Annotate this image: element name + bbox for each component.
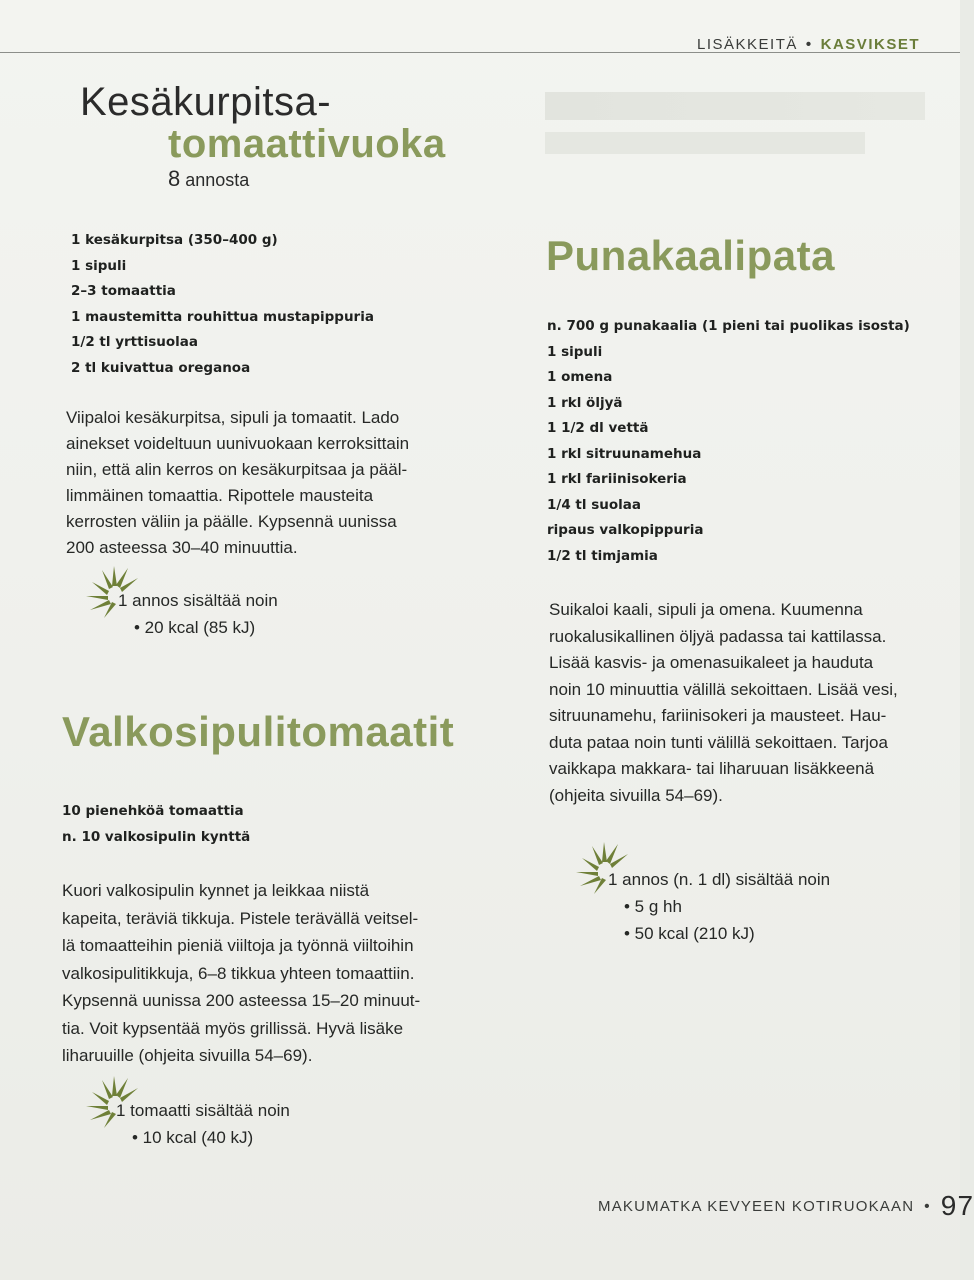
ingredient-item: 2–3 tomaattia — [71, 283, 176, 299]
nutrition-intro: 1 tomaatti sisältää noin — [116, 1101, 290, 1120]
ingredient-item: 1/2 tl timjamia — [547, 547, 658, 564]
recipe1-ingredient-list — [71, 228, 374, 381]
recipe1-servings — [168, 166, 249, 192]
bleed-through-ghost — [545, 132, 865, 154]
footer-separator: • — [924, 1198, 931, 1215]
chapter-label: LISÄKKEITÄ — [697, 36, 798, 53]
instruction-line: Viipaloi kesäkurpitsa, sipuli ja tomaatit. Lado — [66, 408, 400, 427]
nutrition-intro: 1 annos (n. 1 dl) sisältää noin — [608, 870, 831, 889]
ingredient-item: 1 rkl sitruunamehua — [547, 445, 702, 462]
ingredient-item: n. 700 g punakaalia (1 pieni tai puolikas isosta) — [547, 318, 910, 334]
ingredient-item: 1 sipuli — [547, 343, 603, 360]
recipe1-title-line2: tomaattivuoka — [168, 122, 446, 166]
header-separator: • — [805, 36, 813, 53]
ingredient-item: 1 rkl öljyä — [547, 394, 623, 411]
instruction-line: vaikkapa makkara- tai liharuuan lisäkkeenä — [549, 759, 875, 778]
instruction-line: duta pataa noin tunti välillä sekoittaen. Tarjoa — [549, 732, 888, 752]
recipe2-ingredient-list — [62, 799, 250, 850]
recipe2-nutrition — [116, 1097, 290, 1151]
instruction-line: Suikaloi kaali, sipuli ja omena. Kuumenna — [549, 600, 863, 619]
recipe1-title-line1: Kesäkurpitsa- — [80, 80, 332, 124]
instruction-line: Kuori valkosipulin kynnet ja leikkaa niistä — [62, 881, 370, 900]
ingredient-item: 1 kesäkurpitsa (350–400 g) — [71, 232, 278, 248]
page-number: 97 — [940, 1190, 974, 1221]
ingredient-item: n. 10 valkosipulin kynttä — [62, 828, 251, 845]
ingredient-item: 1/2 tl yrttisuolaa — [71, 334, 198, 350]
instruction-line: liharuuille (ohjeita sivuilla 54–69). — [62, 1046, 313, 1065]
instruction-line: sitruunamehu, fariinisokeri ja mausteet. Hau- — [549, 706, 887, 725]
recipe3-instructions — [549, 597, 898, 809]
ingredient-item: ripaus valkopippuria — [547, 522, 704, 538]
running-head — [697, 36, 920, 53]
nutrition-item: • 5 g hh — [624, 897, 682, 916]
instruction-line: lä tomaatteihin pieniä viiltoja ja työnnä viiltoihin — [62, 936, 414, 955]
recipe2-title: Valkosipulitomaatit — [62, 708, 455, 755]
instruction-line: limmäinen tomaattia. Ripottele mausteita — [66, 486, 374, 505]
ingredient-item: 1/4 tl suolaa — [547, 496, 641, 513]
instruction-line: Kypsennä uunissa 200 asteessa 15–20 minuut- — [62, 991, 421, 1010]
bleed-through-ghost — [545, 92, 925, 120]
ingredient-item: 2 tl kuivattua oreganoa — [71, 359, 251, 376]
nutrition-item: • 20 kcal (85 kJ) — [134, 618, 256, 637]
instruction-line: ruokalusikallinen öljyä padassa tai kattilassa. — [549, 626, 887, 646]
page-footer — [598, 1186, 974, 1221]
nutrition-intro: 1 annos sisältää noin — [118, 591, 278, 610]
nutrition-item: • 10 kcal (40 kJ) — [132, 1128, 254, 1147]
instruction-line: Lisää kasvis- ja omenasuikaleet ja hauduta — [549, 653, 874, 672]
recipe3-nutrition — [608, 866, 830, 947]
book-title: MAKUMATKA KEVYEEN KOTIRUOKAAN — [598, 1198, 915, 1215]
instruction-line: niin, että alin kerros on kesäkurpitsaa ja pääl- — [66, 460, 408, 479]
instruction-line: noin 10 minuuttia välillä sekoittaen. Lisää vesi, — [549, 679, 898, 699]
recipe3-ingredient-list — [547, 314, 910, 569]
recipe3-title: Punakaalipata — [546, 232, 835, 279]
instruction-line: ainekset voideltuun uunivuokaan kerroksittain — [66, 434, 410, 453]
instruction-line: (ohjeita sivuilla 54–69). — [549, 785, 723, 805]
servings-label: annosta — [185, 170, 250, 190]
recipe1-nutrition — [118, 587, 278, 641]
servings-number: 8 — [168, 166, 181, 191]
section-label: KASVIKSET — [820, 36, 920, 53]
instruction-line: 200 asteessa 30–40 minuuttia. — [66, 538, 298, 557]
instruction-line: valkosipulitikkuja, 6–8 tikkua yhteen tomaattiin. — [62, 963, 415, 983]
ingredient-item: 1 sipuli — [71, 257, 127, 274]
recipe2-instructions — [62, 877, 420, 1070]
nutrition-item: • 50 kcal (210 kJ) — [624, 924, 755, 943]
instruction-line: tia. Voit kypsentää myös grillissä. Hyvä lisäke — [62, 1018, 404, 1038]
recipe1-instructions — [66, 405, 409, 561]
ingredient-item: 1 1/2 dl vettä — [547, 420, 649, 436]
ingredient-item: 10 pienehköä tomaattia — [62, 803, 244, 819]
instruction-line: kerrosten väliin ja päälle. Kypsennä uunissa — [66, 512, 397, 531]
ingredient-item: 1 maustemitta rouhittua mustapippuria — [71, 308, 374, 325]
ingredient-item: 1 rkl fariinisokeria — [547, 471, 687, 487]
instruction-line: kapeita, teräviä tikkuja. Pistele terävällä veitsel- — [62, 908, 419, 928]
ingredient-item: 1 omena — [547, 369, 613, 385]
